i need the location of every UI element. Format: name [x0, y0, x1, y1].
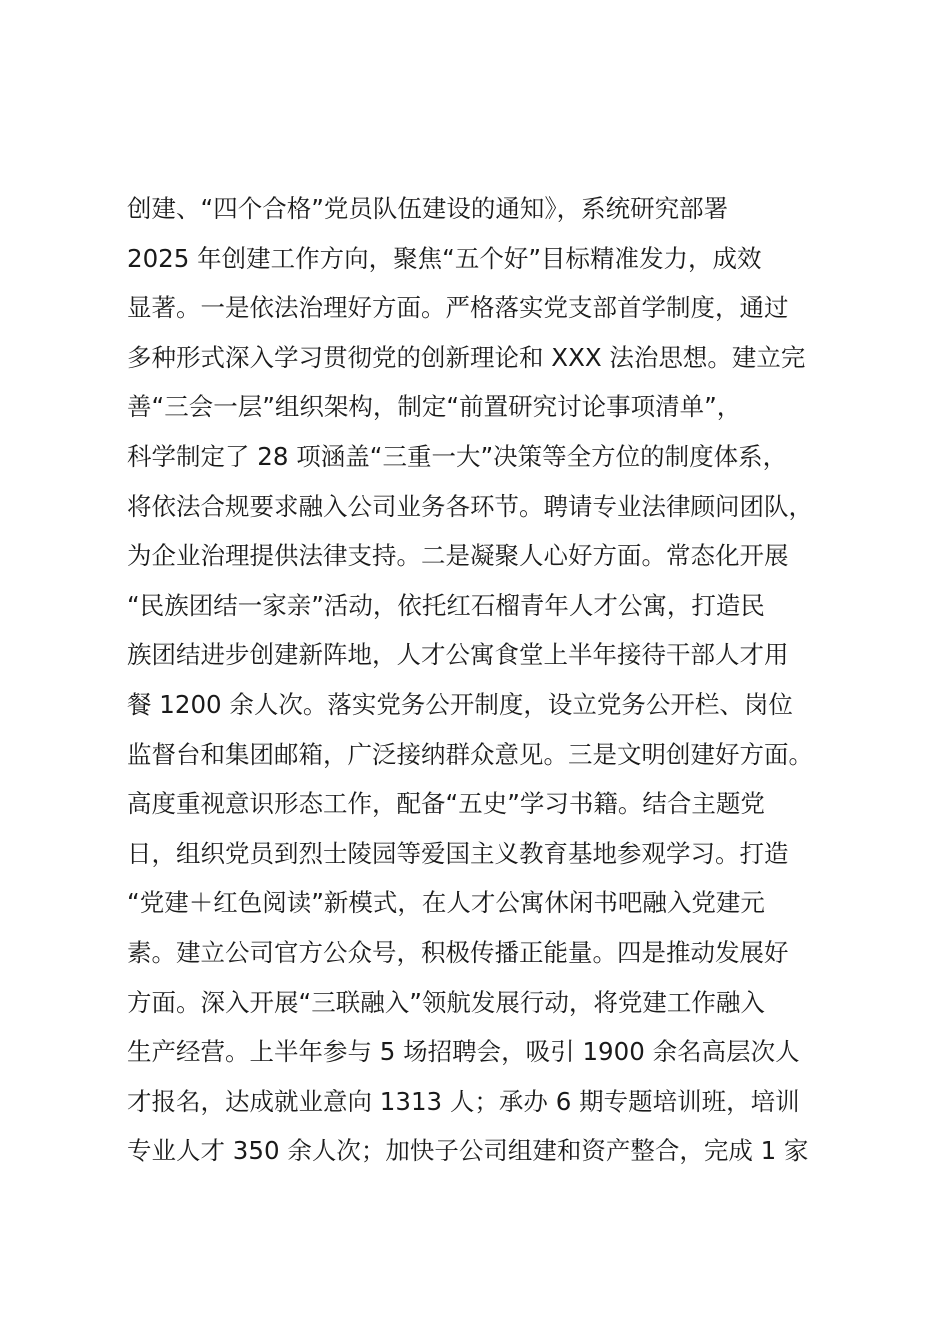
- text-line: “民族团结一家亲”活动，依托红石榴青年人才公寓，打造民: [127, 590, 765, 620]
- text-line: 日，组织党员到烈士陵园等爱国主义教育基地参观学习。打造: [127, 838, 789, 868]
- text-line: 多种形式深入学习贯彻党的创新理论和 XXX 法治思想。建立完: [127, 342, 806, 372]
- text-line: 监督台和集团邮箱，广泛接纳群众意见。三是文明创建好方面。: [127, 739, 813, 769]
- text-line: 才报名，达成就业意向 1313 人；承办 6 期专题培训班，培训: [127, 1086, 800, 1116]
- text-line: 为企业治理提供法律支持。二是凝聚人心好方面。常态化开展: [127, 541, 789, 571]
- text-line: 创建、“四个合格”党员队伍建设的通知》，系统研究部署: [127, 194, 729, 223]
- text-line: 素。建立公司官方公众号，积极传播正能量。四是推动发展好: [127, 937, 789, 967]
- text-line: “党建＋红色阅读”新模式，在人才公寓休闲书吧融入党建元: [127, 888, 765, 918]
- text-line: 生产经营。上半年参与 5 场招聘会，吸引 1900 余名高层次人: [127, 1037, 800, 1067]
- text-line: 显著。一是依法治理好方面。严格落实党支部首学制度，通过: [127, 293, 789, 323]
- text-line: 高度重视意识形态工作，配备“五史”学习书籍。结合主题党: [127, 789, 765, 819]
- body-paragraph: [127, 184, 867, 1176]
- text-line: 将依法合规要求融入公司业务各环节。聘请专业法律顾问团队，: [127, 491, 813, 521]
- text-line: 族团结进步创建新阵地，人才公寓食堂上半年接待干部人才用: [127, 640, 789, 670]
- text-line: 科学制定了 28 项涵盖“三重一大”决策等全方位的制度体系，: [127, 441, 788, 471]
- text-line: 方面。深入开展“三联融入”领航发展行动，将党建工作融入: [127, 987, 765, 1017]
- text-line: 2025 年创建工作方向，聚焦“五个好”目标精准发力，成效: [127, 243, 762, 273]
- text-line: 餐 1200 余人次。落实党务公开制度，设立党务公开栏、岗位: [127, 689, 793, 719]
- text-line: 善“三会一层”组织架构，制定“前置研究讨论事项清单”，: [127, 392, 742, 422]
- text-line: 专业人才 350 余人次；加快子公司组建和资产整合，完成 1 家: [127, 1136, 809, 1166]
